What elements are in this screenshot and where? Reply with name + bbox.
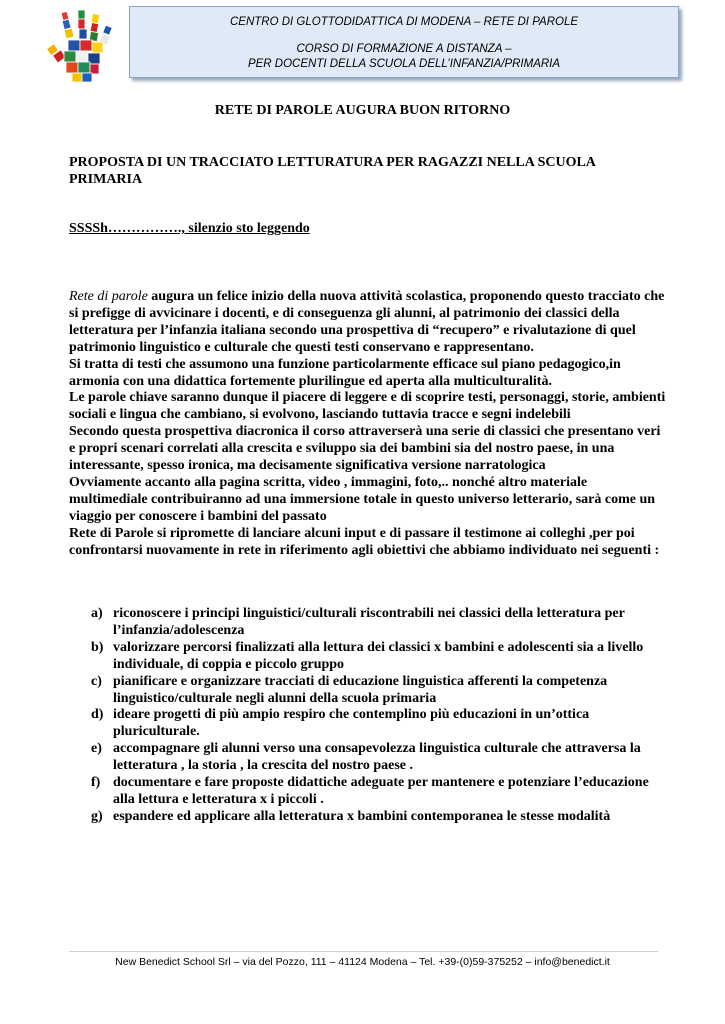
list-item-text: valorizzare percorsi finalizzati alla lettura dei classici x bambini e adolescenti sia a livello individuale, di coppia e piccolo gruppo <box>113 639 644 672</box>
list-marker: g) <box>91 808 103 824</box>
paragraph-5: Ovviamente accanto alla pagina scritta, video , immagini, foto,.. nonché altro materiale multimediale contribuiranno ad una immersione totale in questo universo letterario, sarà come un viaggio per conoscere i bambini del passato <box>69 474 656 524</box>
list-item-text: documentare e fare proposte didattiche adeguate per mantenere e potenziare l’educazione alla lettura e letteratura x i piccoli . <box>113 775 649 807</box>
header-line-1: CENTRO DI GLOTTODIDATTICA DI MODENA – RETE DI PAROLE <box>229 16 579 28</box>
footer-divider <box>69 951 658 952</box>
list-marker: c) <box>91 673 102 689</box>
list-item <box>91 809 671 826</box>
list-item <box>91 640 671 674</box>
header-line-2: CORSO DI FORMAZIONE A DISTANZA – <box>296 43 512 55</box>
goals-list <box>91 606 671 826</box>
list-marker: b) <box>91 639 104 655</box>
intro-italic: Rete di parole <box>69 289 148 304</box>
list-item <box>91 775 671 809</box>
body-text <box>69 289 669 560</box>
intro-paragraph <box>69 289 669 357</box>
footer-contact: New Benedict School Srl – via del Pozzo, 111 – 41124 Modena – Tel. +39-(0)59-375252 – info@benedict.it <box>115 956 610 968</box>
list-item <box>91 606 671 640</box>
flag-hand-logo <box>44 8 120 86</box>
proposal-heading: PROPOSTA DI UN TRACCIATO LETTURATURA PER RAGAZZI NELLA SCUOLA PRIMARIA <box>69 155 596 187</box>
list-item-text: espandere ed applicare alla letteratura x bambini contemporanea le stesse modalità <box>113 808 611 824</box>
intro-rest: augura un felice inizio della nuova attività scolastica, proponendo questo tracciato che si prefigge di avvicinare i docenti, e di conseguenza gli alunni, al patrimonio dei classici della letteratura per l’infanzia italiana secondo una prospettiva di “recupero” e rivalutazione di quel patrimonio linguistico e culturale che questi testi conservano e rappresentano. <box>69 289 665 355</box>
list-item <box>91 741 671 775</box>
list-item-text: riconoscere i principi linguistici/culturali riscontrabili nei classici della letteratura per l’infanzia/adolescenza <box>113 606 625 638</box>
list-item-text: pianificare e organizzare tracciati di educazione linguistica afferenti la competenza linguistico/culturale negli alunni della scuola primaria <box>113 673 608 706</box>
paragraph-6: Rete di Parole si ripromette di lanciare alcuni input e di passare il testimone ai colleghi ,per poi confrontarsi nuovamente in rete in riferimento agli obiettivi che abbiamo individuato nei seguenti : <box>69 525 660 558</box>
list-marker: f) <box>91 775 101 791</box>
list-item <box>91 674 671 708</box>
list-item <box>91 707 671 741</box>
paragraph-2: Si tratta di testi che assumono una funzione particolarmente efficace sul piano pedagogico,in armonia con una didattica fortemente plurilingue ed aperta alla multiculturalità. <box>69 356 621 389</box>
paragraph-3: Le parole chiave saranno dunque il piacere di leggere e di scoprire testi, personaggi, storie, ambienti sociali e lingua che cambiano, si evolvono, lasciando tuttavia tracce e segni indelebili <box>69 390 666 423</box>
list-item-text: accompagnare gli alunni verso una consapevolezza linguistica culturale che attraversa la letteratura , la storia , la crescita del nostro paese . <box>113 741 641 774</box>
list-marker: e) <box>91 741 102 757</box>
header-banner <box>129 6 679 78</box>
list-item-text: ideare progetti di più ampio respiro che contemplino più educazioni in un’ottica pluriculturale. <box>113 707 590 740</box>
page-title: RETE DI PAROLE AUGURA BUON RITORNO <box>214 103 511 118</box>
subtitle: SSSSh……………., silenzio sto leggendo <box>69 221 310 236</box>
list-marker: a) <box>91 606 103 621</box>
paragraph-4: Secondo questa prospettiva diacronica il corso attraverserà una serie di classici che presentano veri e propri scenari correlati alla crescita e sviluppo sia dei bambini sia del nostro paese, in una interessante, spesso ironica, ma decisamente significativa versione narratologica <box>69 424 661 474</box>
header-line-3: PER DOCENTI DELLA SCUOLA DELL’INFANZIA/PRIMARIA <box>247 58 561 70</box>
list-marker: d) <box>91 707 104 723</box>
